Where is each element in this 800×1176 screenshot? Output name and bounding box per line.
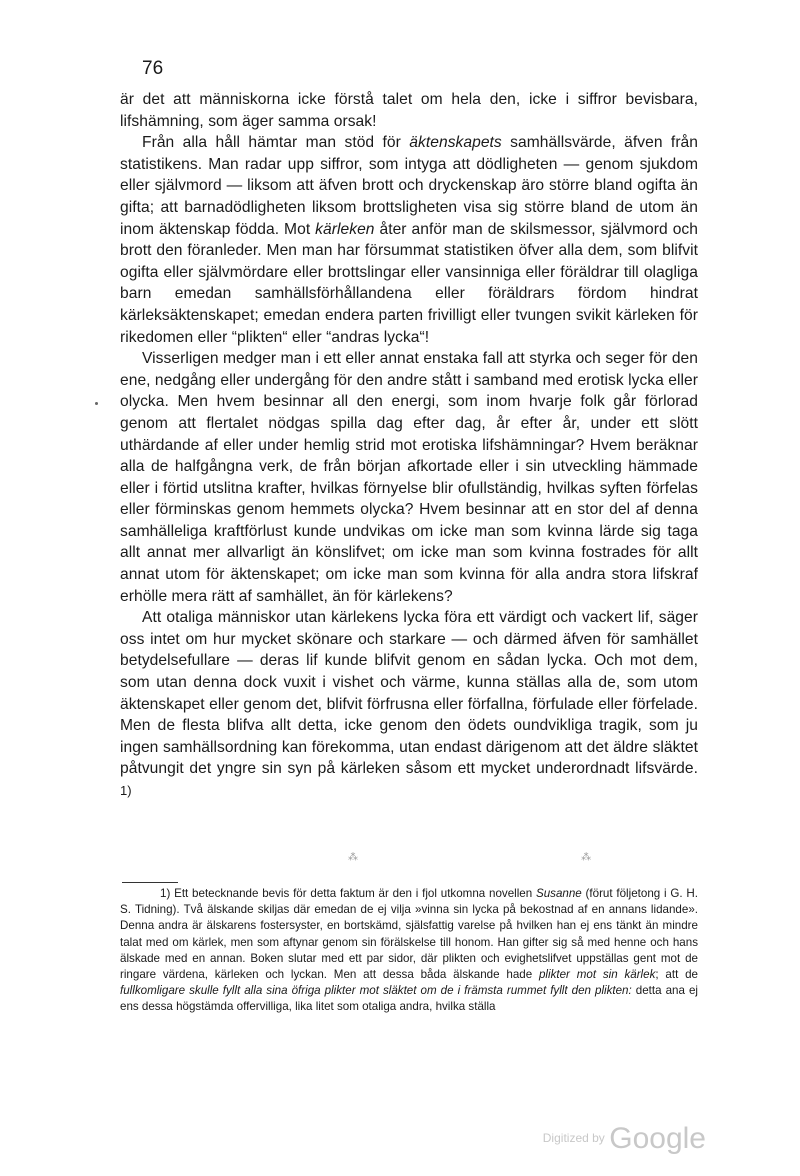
page-number: 76	[142, 58, 164, 79]
emphasis: kärleken	[315, 220, 375, 238]
paragraph	[120, 89, 698, 132]
paragraph	[120, 348, 698, 607]
body-text	[120, 89, 698, 808]
emphasis: fullkomligare skulle fyllt alla sina öfriga plikter mot släktet om de i främsta rummet fyllt den plikten:	[120, 984, 632, 998]
footnote-part: detta ana ej ens dessa högstämda offervilliga, lika litet som otaliga andra, hvilka ställa	[120, 984, 698, 1014]
paragraph-text: Från alla håll hämtar man stöd för	[142, 134, 410, 152]
margin-mark	[95, 402, 98, 405]
google-logo: Google	[609, 1122, 706, 1155]
footnote-marker: 1)	[120, 783, 132, 798]
paragraph	[120, 132, 698, 348]
paragraph-text: Att otaliga människor utan kärlekens lycka föra ett värdigt och vackert lif, säger oss intet om hur mycket skönare och starkare — och därmed äfven för samhället betydelsefullare — deras lif kunde blifvit genom en sådan lycka. Och mot dem, som utan denna dock vuxit i vishet och värme, kunna ställas alla de, som utom äktenskapet eller genom det, blifvit förfrusna eller förfallna, förfulade eller förfelade. Men de flesta blifva allt detta, icke genom den ödets oundvikliga tragik, som ju ingen samhällsordning kan förekomma, utan endast därigenom att det äldre släktet påtvungit det yngre sin syn på kärleken såsom ett mycket underordnadt lifsvärde.	[120, 609, 698, 778]
footnote-part: ; att de	[655, 968, 698, 982]
paragraph-text: åter anför man de skilsmessor, självmord och brott den föranleder. Men man har försummat statistiken öfver alla dem, som blifvit ogifta eller självmördare eller brottslingar eller vansinniga eller föräldrar till olagliga barn emedan samhällsförhållandena eller föräldrars fördom hindrat kärleksäktenskapet; emedan endera parten frivilligt eller tvungen svikit kärleken för rikedomen eller “plikten“ eller “andras lycka“!	[120, 220, 698, 346]
paragraph-text: är det att människorna icke förstå talet om hela den, icke i siffror bevisbara, lifshämning, som äger samma orsak!	[120, 91, 698, 130]
paragraph-text: samhällsvärde, äfven från statistikens. Man radar upp siffror, som intyga att dödligheten — genom sjukdom eller självmord — liksom att äfven brott och dryckenskap äro större bland ogifta än gifta; att barnadödligheten liksom brottsligheten visa sig större bland de utom än inom äktenskap födda. Mot	[120, 134, 699, 238]
digitized-watermark	[543, 1122, 706, 1156]
footnote-part: (förut följetong i G. H. S. Tidning). Två älskande skiljas där emedan de ej vilja »vinna sin lycka på bekostnad af en annans lidande». Denna andra är älskarens fostersyster, en bortskämd, själsfattig varelse på hvilken han ej ens tänkt än mindre talat med om kärlek, men som aftynar genom sin förälskelse till honom. Han gifter sig så med henne och hans älskade med en annan. Boken slutar med ett par sidor, där plikten och evighetslifvet uppställas gent mot de ringare värdena, kärleken och lyckan. Men att dessa båda älskande hade	[120, 887, 698, 982]
footnote-text	[120, 886, 698, 1016]
emphasis: plikter mot sin kärlek	[538, 968, 656, 982]
emphasis: Susanne	[535, 887, 582, 900]
watermark-small: Digitized by	[542, 1131, 605, 1145]
footnote	[120, 886, 698, 1016]
paragraph-text: Visserligen medger man i ett eller annat enstaka fall att styrka och seger för den ene, nedgång eller undergång för den andre stått i samband med erotisk lycka eller olycka. Men hvem besinnar all den energi, som inom hvarje folk går förlorad genom att flertalet nödgas spilla dag efter dag, år efter år, under ett slött uthärdande af eller under hemlig strid mot erotiska lifshämningar? Hvem beräknar alla de halfgångna verk, de från början afkortade eller i sin utveckling hämmade eller i förtid utslitna krafter, hvilkas förnyelse blir ofullständig, hvilkas syften förfelas eller förminskas genom hemmets olycka? Hvem besinnar att en stor del af denna samhälleliga kraftförlust kunde undvikas om icke man som kvinna lärde sig taga allt annat mer allvarligt än könslifvet; om icke man som kvinna fostrades för allt annat utom för äktenskapet; om icke man som kvinna för alla andra stora lifskraf erhölle mera rätt af samhället, än för kärlekens?	[120, 350, 698, 605]
footnote-rule	[122, 882, 178, 883]
paragraph	[120, 607, 698, 808]
emphasis: äktenskapets	[409, 134, 502, 152]
footnote-part: 1) Ett betecknande bevis för detta faktum är den i fjol utkomna novellen	[160, 887, 536, 900]
section-separator: ⁂ ⁂	[348, 852, 702, 863]
